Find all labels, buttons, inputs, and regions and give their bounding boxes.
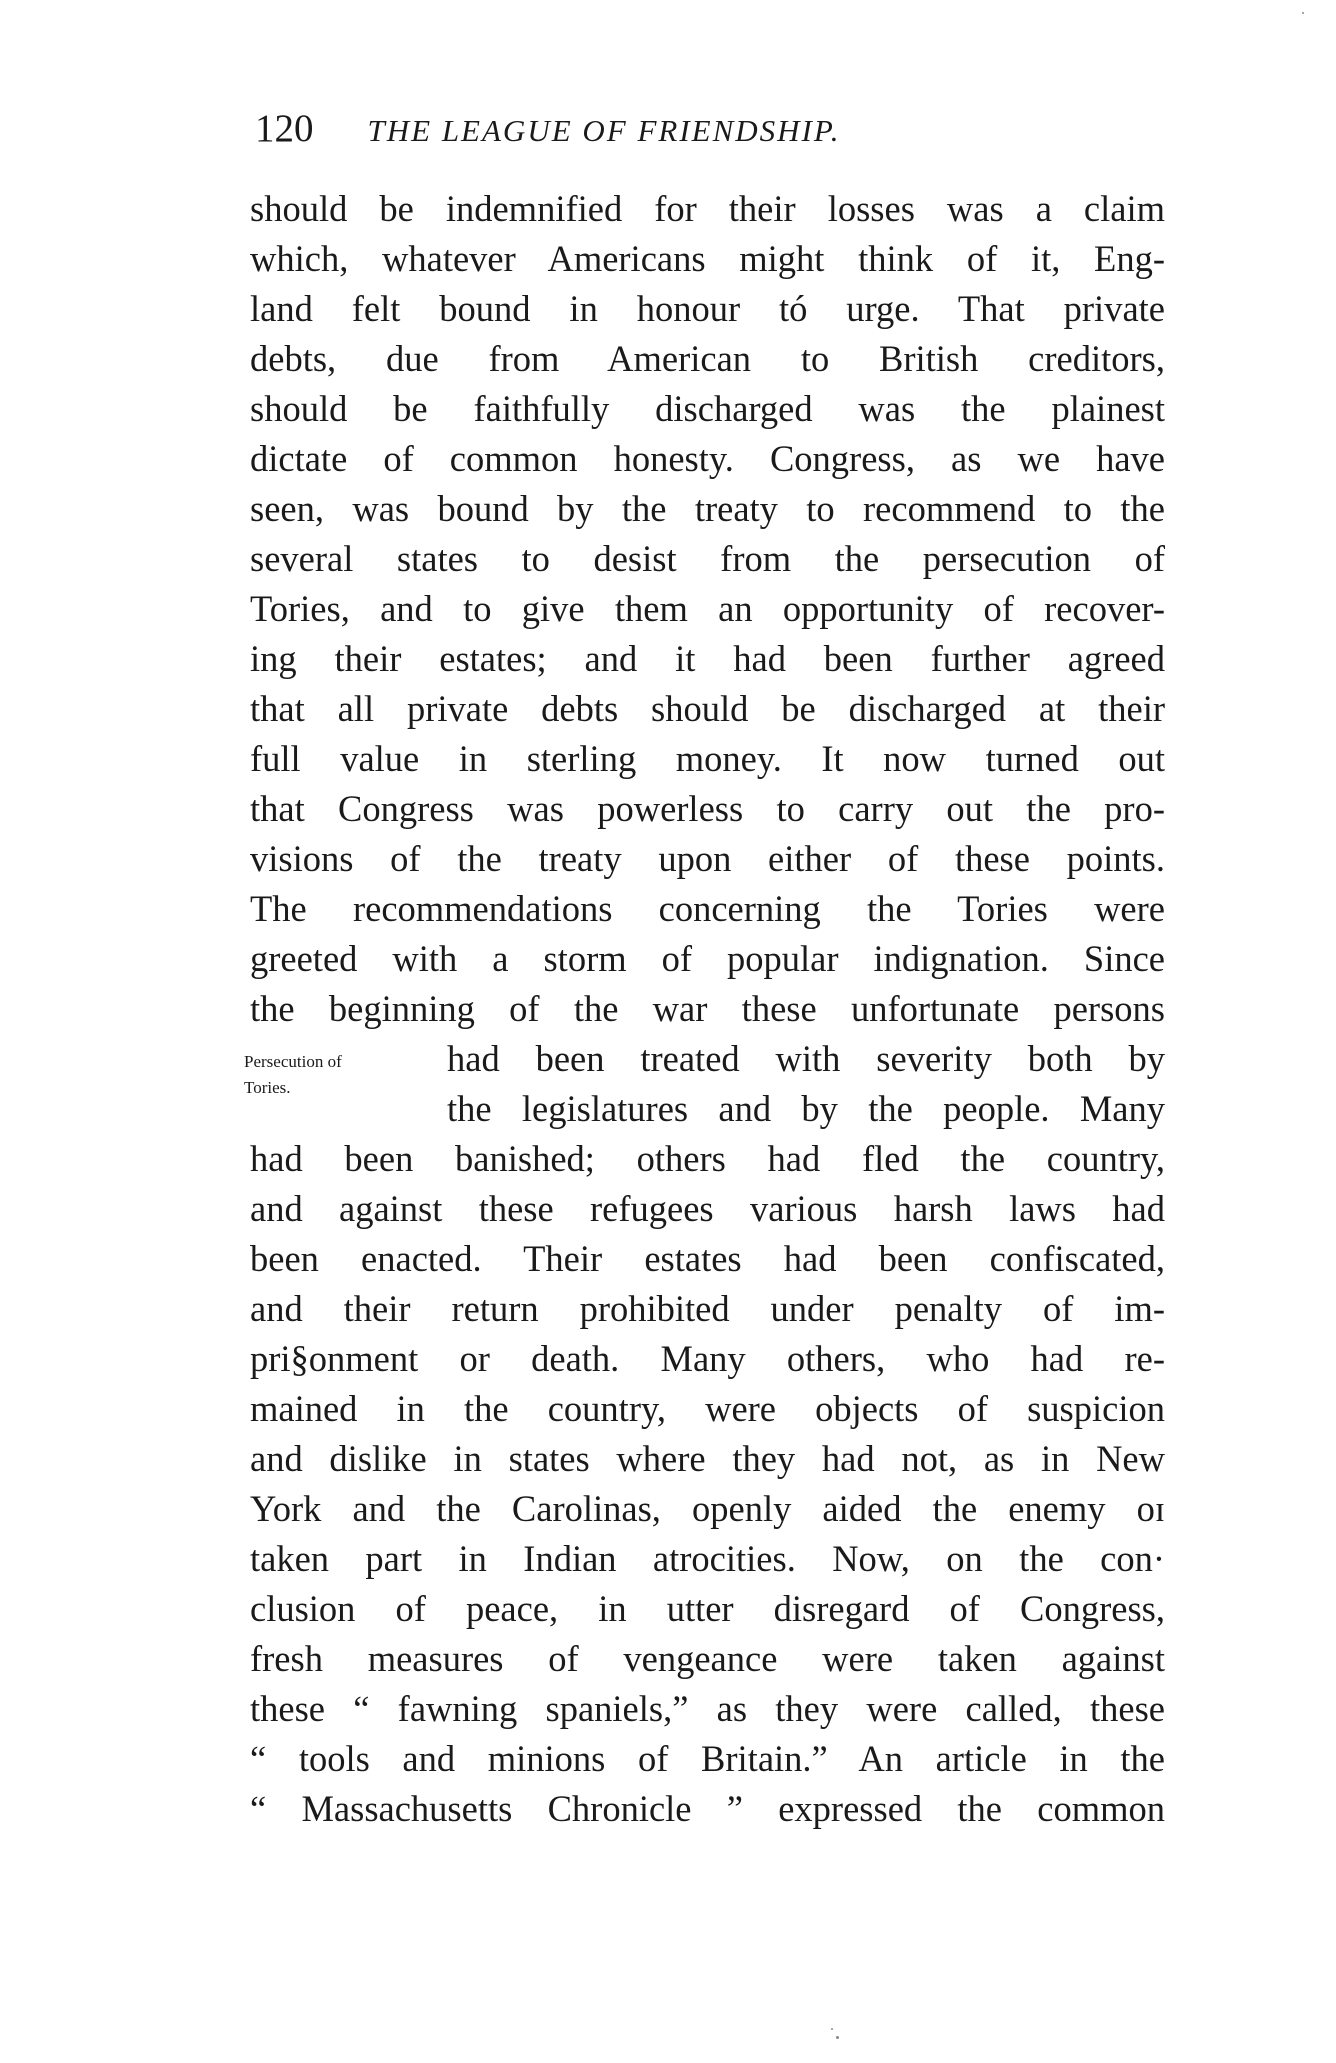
text-line: visions of the treaty upon either of these points. [250, 838, 1165, 879]
text-line: seen, was bound by the treaty to recommend to the [250, 488, 1165, 529]
text-line: taken part in Indian atrocities. Now, on the con· [250, 1538, 1165, 1579]
text-line: been enacted. Their estates had been confiscated, [250, 1238, 1165, 1279]
text-line: which, whatever Americans might think of it, Eng- [250, 238, 1165, 279]
text-line: York and the Carolinas, openly aided the enemy oɪ [250, 1488, 1165, 1529]
text-line: debts, due from American to British creditors, [250, 338, 1165, 379]
text-line: greeted with a storm of popular indignation. Since [250, 938, 1165, 979]
text-line: clusion of peace, in utter disregard of Congress, [250, 1588, 1165, 1629]
text-line: that Congress was powerless to carry out the pro- [250, 788, 1165, 829]
paper-speck [836, 2036, 839, 2039]
text-line: and their return prohibited under penalty of im- [250, 1288, 1165, 1329]
text-line: the legislatures and by the people. Many [447, 1088, 1165, 1129]
text-line: that all private debts should be discharged at their [250, 688, 1165, 729]
text-line: fresh measures of vengeance were taken against [250, 1638, 1165, 1679]
page-number: 120 [255, 107, 314, 150]
text-line: pri§onment or death. Many others, who had re- [250, 1338, 1165, 1379]
text-line: should be faithfully discharged was the plainest [250, 388, 1165, 429]
text-line: The recommendations concerning the Tories were [250, 888, 1165, 929]
margin-note-line-1: Persecution of [244, 1052, 342, 1071]
page-header [255, 103, 841, 155]
text-line: “ tools and minions of Britain.” An article in the [250, 1738, 1165, 1779]
text-line: should be indemnified for their losses was a claim [250, 188, 1165, 229]
paper-speck [831, 2028, 833, 2030]
text-line: dictate of common honesty. Congress, as we have [250, 438, 1165, 479]
text-line: ing their estates; and it had been further agreed [250, 638, 1165, 679]
text-line: Tories, and to give them an opportunity of recover- [250, 588, 1165, 629]
text-line: had been treated with severity both by [447, 1038, 1165, 1079]
paper-speck [1302, 12, 1304, 14]
text-line: and against these refugees various harsh laws had [250, 1188, 1165, 1229]
text-line: “ Massachusetts Chronicle ” expressed the common [250, 1788, 1165, 1829]
text-line: full value in sterling money. It now turned out [250, 738, 1165, 779]
body-text [250, 184, 1165, 1834]
text-line: several states to desist from the persecution of [250, 538, 1165, 579]
text-line: had been banished; others had fled the country, [250, 1138, 1165, 1179]
margin-note-line-2: Tories. [244, 1078, 291, 1097]
text-line: the beginning of the war these unfortunate persons [250, 988, 1165, 1029]
text-line: and dislike in states where they had not, as in New [250, 1438, 1165, 1479]
running-title: THE LEAGUE OF FRIENDSHIP. [367, 113, 841, 148]
text-line: land felt bound in honour tó urge. That private [250, 288, 1165, 329]
text-line: mained in the country, were objects of suspicion [250, 1388, 1165, 1429]
text-line: these “ fawning spaniels,” as they were called, these [250, 1688, 1165, 1729]
